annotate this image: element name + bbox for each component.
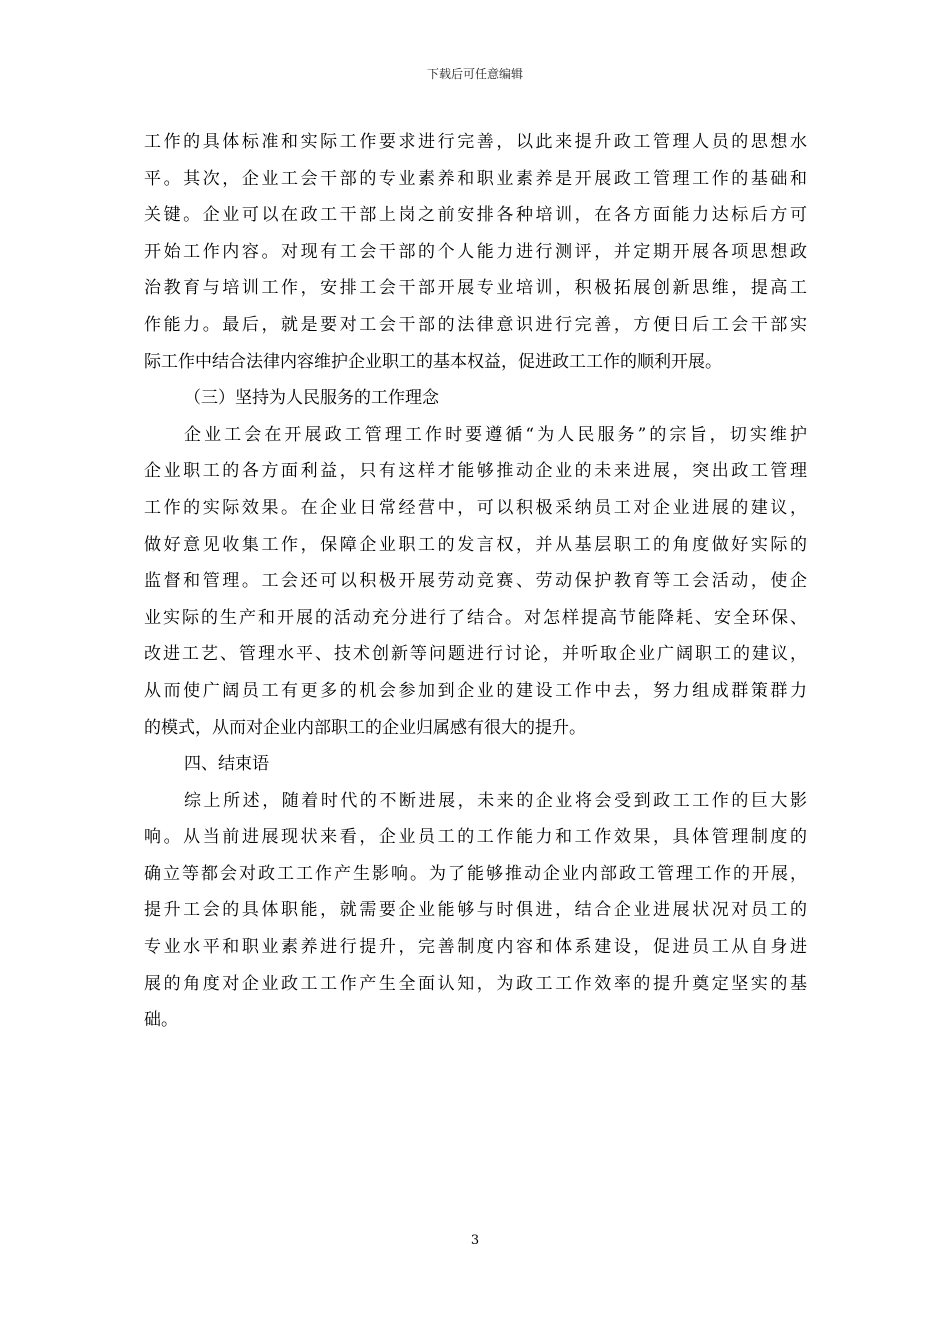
text-line: 监督和管理。工会还可以积极开展劳动竞赛、劳动保护教育等工会活动，使企 — [144, 571, 807, 592]
paragraph-continuation — [144, 124, 807, 380]
section-heading — [144, 746, 807, 783]
text-line: 平。其次，企业工会干部的专业素养和职业素养是开展政工管理工作的基础和 — [144, 168, 807, 189]
text-line: 开始工作内容。对现有工会干部的个人能力进行测评，并定期开展各项思想政 — [144, 241, 807, 262]
text-line: 治教育与培训工作，安排工会干部开展专业培训，积极拓展创新思维，提高工 — [144, 278, 807, 299]
text-line: 提升工会的具体职能，就需要企业能够与时俱进，结合企业进展状况对员工的 — [144, 900, 807, 921]
text-line: 企业职工的各方面利益，只有这样才能够推动企业的未来进展，突出政工管理 — [144, 461, 807, 482]
text-line: 工作的具体标准和实际工作要求进行完善，以此来提升政工管理人员的思想水 — [144, 132, 807, 152]
text-line: 确立等都会对政工工作产生影响。为了能够推动企业内部政工管理工作的开展， — [144, 863, 807, 884]
page-header: 下载后可任意编辑 — [426, 67, 523, 81]
paragraph — [144, 783, 807, 1039]
text-line: 际工作中结合法律内容维护企业职工的基本权益，促进政工工作的顺利开展。 — [144, 351, 722, 372]
text-line: 业实际的生产和开展的活动充分进行了结合。对怎样提高节能降耗、安全环保、 — [144, 607, 807, 628]
text-line: 作能力。最后，就是要对工会干部的法律意识进行完善，方便日后工会干部实 — [144, 314, 807, 335]
text-line: 改进工艺、管理水平、技术创新等问题进行讨论，并听取企业广阔职工的建议， — [144, 644, 807, 665]
text-line: 响。从当前进展现状来看，企业员工的工作能力和工作效果，具体管理制度的 — [144, 827, 807, 848]
text-line: 从而使广阔员工有更多的机会参加到企业的建设工作中去，努力组成群策群力 — [144, 680, 807, 701]
text-line: 工作的实际效果。在企业日常经营中，可以积极采纳员工对企业进展的建议， — [144, 497, 807, 518]
text-line: 综上所述，随着时代的不断进展，未来的企业将会受到政工工作的巨大影 — [184, 790, 807, 811]
text-line: 展的角度对企业政工工作产生全面认知，为政工工作效率的提升奠定坚实的基 — [144, 973, 807, 994]
paragraph — [144, 417, 807, 746]
text-line: 做好意见收集工作，保障企业职工的发言权，并从基层职工的角度做好实际的 — [144, 534, 807, 555]
heading-line: 四、结束语 — [184, 754, 269, 775]
section-heading — [144, 380, 807, 417]
text-line: 企业工会在开展政工管理工作时要遵循“为人民服务”的宗旨，切实维护 — [184, 424, 807, 445]
text-line: 的模式，从而对企业内部职工的企业归属感有很大的提升。 — [144, 717, 586, 738]
document-body — [144, 124, 807, 1039]
page-number: 3 — [470, 1233, 480, 1248]
heading-line: （三）坚持为人民服务的工作理念 — [184, 388, 439, 409]
text-line: 关键。企业可以在政工干部上岗之前安排各种培训，在各方面能力达标后方可 — [144, 205, 807, 226]
text-line: 础。 — [144, 1010, 178, 1031]
text-line: 专业水平和职业素养进行提升，完善制度内容和体系建设，促进员工从自身进 — [144, 937, 807, 958]
